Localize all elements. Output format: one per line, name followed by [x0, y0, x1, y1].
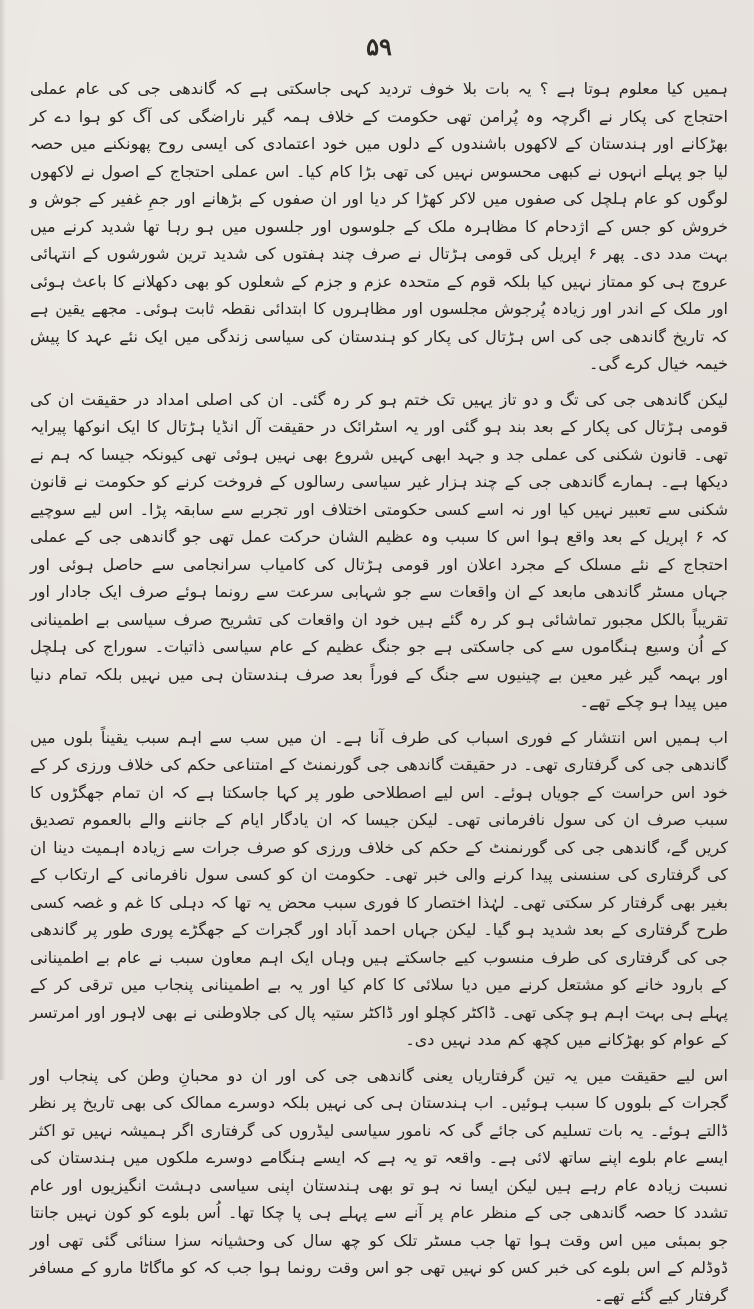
paragraph-3: اب ہمیں اس انتشار کے فوری اسباب کی طرف آنا ہے۔ ان میں سب سے اہم سبب یقیناً بلوں میں گاندھی جی کی گرفتاری تھی۔ در حقیقت گاندھی جی گورنمنٹ کے امتناعی حکم کی خلاف ورزی کر کے خود اس حراست کے جویاں ہوئے۔ اس لیے اصطلاحی طور پر کہا جاسکتا ہے کہ ان تمام جھگڑوں کا سبب صرف ان کی سول نافرمانی تھی۔ لیکن جیسا کہ ان یادگار ایام کے جاننے والے بالعموم تصدیق کریں گے، گاندھی جی کی گورنمنٹ کے حکم کی خلاف ورزی کو صرف جرات سے زیادہ اہمیت دینا ان کی گرفتاری کی سنسنی پیدا کرنے والی خبر تھی۔ حکومت ان کو کسی سول نافرمانی کے ارتکاب کے بغیر بھی گرفتار کر سکتی تھی۔ لہٰذا اختصار کا فوری سبب محض یہ تھا کہ دہلی کا غم و غصہ کسی طرح گرفتاری کے بعد شدید ہو گیا۔ لیکن جہاں احمد آباد اور گجرات کے جھگڑے پوری طور پر گاندھی جی کی گرفتاری کی طرف منسوب کیے جاسکتے ہیں وہاں ایک اہم معاون سبب نے عام بے اطمینانی کے بارود خانے کو مشتعل کرنے میں دیا سلائی کا کام کیا اور یہ بے اطمینانی پنجاب میں ترقی کر کے پہلے ہی بہت اہم ہو چکی تھی۔ ڈاکٹر کچلو اور ڈاکٹر ستیہ پال کی جلاوطنی نے بھی لاہور اور امرتسر کے عوام کو بھڑکانے میں کچھ کم مدد نہیں دی۔ [30, 724, 728, 1054]
paragraph-2: لیکن گاندھی جی کی تگ و دو تاز یہیں تک ختم ہو کر رہ گئی۔ ان کی اصلی امداد در حقیقت ان کی قومی ہڑتال کی پکار کے بعد بند ہو گئی اور یہ اسٹرائک در حقیقت آل انڈیا ہڑتال کا ایک انوکھا پیرایہ تھی۔ قانون شکنی کی عملی جد و جہد ابھی کہیں شروع بھی نہیں ہوئی تھی کیونکہ جیسا کہ ہم نے دیکھا ہے۔ ہمارے گاندھی جی کے چند ہزار غیر سیاسی رسالوں کے فروخت کرنے کو حکومت نے قانون شکنی سے تعبیر نہیں کیا اور نہ اسے کسی حکومتی اختلاف اور تجربے سے سابقہ پڑا۔ اس لیے سوچیے کہ ۶ اپریل کے بعد واقع ہوا اس کا سبب وہ عظیم الشان حرکت عمل تھی جو گاندھی جی کے عملی احتجاج کے نئے مسلک کے مجرد اعلان اور قومی ہڑتال کی کامیاب سرانجامی سے حاصل ہوئی اور جہاں مسٹر گاندھی مابعد کے ان واقعات سے جو شہابی سرعت سے رونما ہوئے صرف ایک جادار اور تقریباً بالکل مجبور تماشائی ہو کر رہ گئے ہیں خود ان واقعات کی تشریح صرف سیاسی بے اطمینانی کے اُن وسیع ہنگاموں سے کی جاسکتی ہے جو جنگ عظیم کے عام سیاسی ذاتیات۔ سوراج کی ہلچل اور بہمہ گیر غیر معین بے چینیوں سے جنگ کے فوراً بعد صرف ہندستان ہی میں نہیں بلکہ تمام دنیا میں پیدا ہو چکے تھے۔ [30, 386, 728, 716]
page-binding-shadow [0, 0, 6, 1080]
paragraph-1: ہمیں کیا معلوم ہوتا ہے ؟ یہ بات بلا خوف تردید کہی جاسکتی ہے کہ گاندھی جی کی عام عملی احتجاج کی پکار نے اگرچہ وہ پُرامن تھی حکومت کے خلاف ہمہ گیر ناراضگی کی آگ کو ہوا دے کر بھڑکانے اور ہندستان کے لاکھوں باشندوں کے دلوں میں خود اعتمادی کی ایسی روح پھونکنے میں حصہ لیا جو پہلے انہوں نے کبھی محسوس نہیں کی تھی بڑا کام کیا۔ اس عملی احتجاج کے اصول نے لاکھوں لوگوں کو عام ہلچل کی صفوں میں لاکر کھڑا کر دیا اور ان صفوں کے بڑھانے اور جمِ غفیر کے جوش و خروش کو جس کے اژدحام کا مظاہرہ ملک کے جلوسوں اور جلسوں میں ہو رہا تھا شدید کرنے میں بہت مدد دی۔ پھر ۶ اپریل کی قومی ہڑتال نے صرف چند ہفتوں کی شدید ترین شورشوں کے انتہائی عروج ہی کو ممتاز نہیں کیا بلکہ قوم کے متحدہ عزم و جزم کے شعلوں کو بھی دکھلانے کا باعث ہوئی اور ملک کے اندر اور زیادہ پُرجوش مجلسوں اور مظاہروں کا ابتدائی نقطہ ثابت ہوئی۔ مجھے یقین ہے کہ تاریخ گاندھی جی کی اس ہڑتال کی پکار کو ہندستان کی سیاسی زندگی میں ایک نئے عہد کا پیش خیمہ خیال کرے گی۔ [30, 75, 728, 378]
page-number: ۵۹ [30, 32, 728, 61]
paragraph-4: اس لیے حقیقت میں یہ تین گرفتاریاں یعنی گاندھی جی کی اور ان دو محبانِ وطن کی پنجاب اور گجرات کے بلووں کا سبب ہوئیں۔ اب ہندستان ہی کی نہیں بلکہ دوسرے ممالک کی بھی تاریخ پر نظر ڈالتے ہوئے۔ یہ بات تسلیم کی جائے گی کہ نامور سیاسی لیڈروں کی گرفتاری اگر ہمیشہ نہیں تو اکثر ایسے عام بلوے اپنے ساتھ لائی ہے۔ واقعہ تو یہ ہے کہ ایسے ہنگامے دوسرے ملکوں میں ہندستان کی نسبت زیادہ عام رہے ہیں لیکن ایسا نہ ہو تو بھی ہندستان اپنی سیاسی دہشت انگیزیوں اور عام تشدد کا حصہ گاندھی جی کے منظر عام پر آنے سے پہلے ہی پا چکا تھا۔ اُس بلوے کو کون نہیں جانتا جو بمبئی میں اس وقت ہوا تھا جب مسٹر تلک کو چھ سال کی وحشیانہ سزا سنائی گئی تھی اور ڈوڈلم کے اس بلوے کی خبر کس کو نہیں تھی جو اس وقت رونما ہوا جب کہ کو ماگاٹا مارو کے مسافر گرفتار کیے گئے تھے۔ [30, 1062, 728, 1309]
